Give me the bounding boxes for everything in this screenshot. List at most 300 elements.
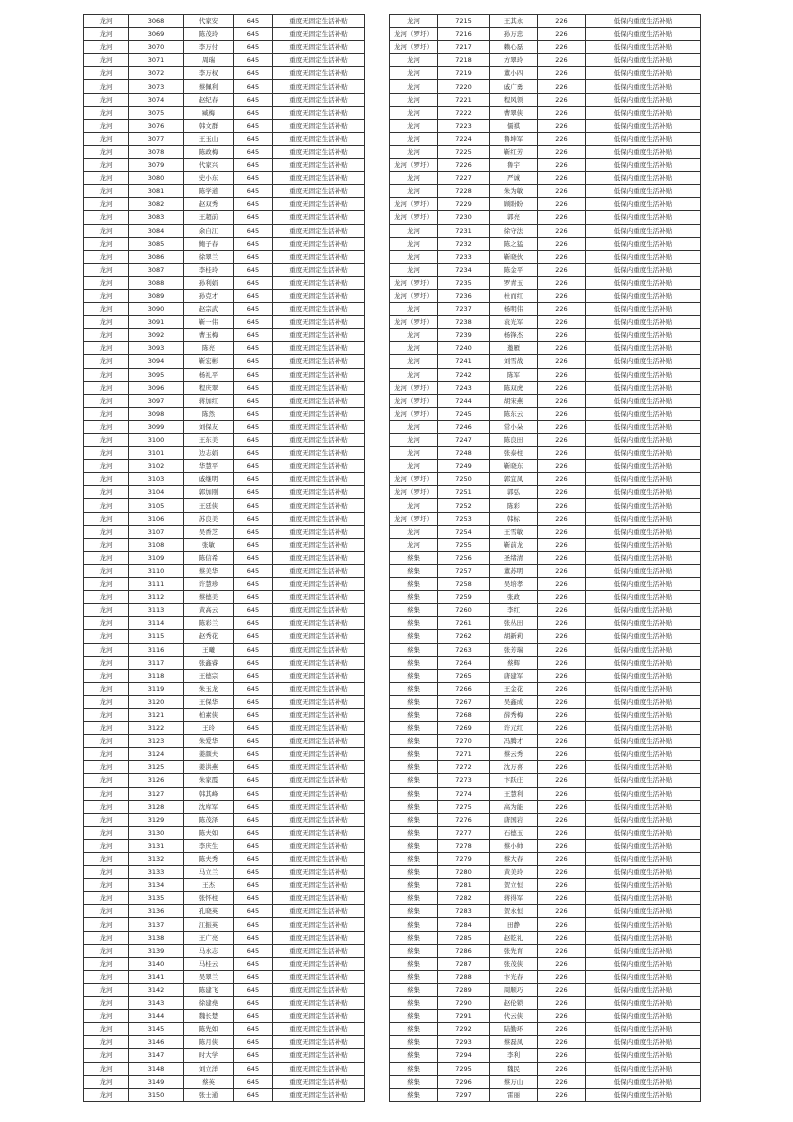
- category-cell: 低保内重度生活补贴: [586, 630, 701, 643]
- table-row: [84, 839, 365, 852]
- name-cell: 周顺巧: [490, 983, 538, 996]
- category-cell: 低保内重度生活补贴: [586, 67, 701, 80]
- table-row: [390, 80, 701, 93]
- area-cell: 龙河: [390, 460, 438, 473]
- name-cell: 赵双秀: [184, 198, 234, 211]
- category-cell: 重度无固定生活补贴: [273, 355, 365, 368]
- name-cell: 陆勤环: [490, 1023, 538, 1036]
- amount-cell: 226: [538, 342, 586, 355]
- name-cell: 顾盼盼: [490, 198, 538, 211]
- amount-cell: 645: [234, 355, 273, 368]
- area-cell: 龙河（罗圩）: [390, 407, 438, 420]
- table-row: [390, 983, 701, 996]
- name-cell: 蔡磊凤: [490, 1036, 538, 1049]
- area-cell: 龙河: [84, 512, 129, 525]
- number-cell: 3075: [129, 106, 184, 119]
- category-cell: 低保内重度生活补贴: [586, 303, 701, 316]
- number-cell: 7280: [438, 866, 490, 879]
- category-cell: 重度无固定生活补贴: [273, 879, 365, 892]
- table-row: [390, 185, 701, 198]
- amount-cell: 226: [538, 983, 586, 996]
- name-cell: 郭加刚: [184, 486, 234, 499]
- area-cell: 龙河: [390, 54, 438, 67]
- number-cell: 3102: [129, 460, 184, 473]
- name-cell: 蒋加红: [184, 394, 234, 407]
- table-row: [390, 918, 701, 931]
- amount-cell: 226: [538, 28, 586, 41]
- amount-cell: 645: [234, 682, 273, 695]
- number-cell: 3073: [129, 80, 184, 93]
- number-cell: 7260: [438, 604, 490, 617]
- category-cell: 重度无固定生活补贴: [273, 106, 365, 119]
- number-cell: 3123: [129, 735, 184, 748]
- number-cell: 7223: [438, 119, 490, 132]
- name-cell: 马永志: [184, 944, 234, 957]
- amount-cell: 645: [234, 342, 273, 355]
- table-row: [390, 355, 701, 368]
- table-row: [84, 604, 365, 617]
- name-cell: 王曦: [184, 643, 234, 656]
- name-cell: 徐建堯: [184, 997, 234, 1010]
- category-cell: 重度无固定生活补贴: [273, 970, 365, 983]
- amount-cell: 226: [538, 604, 586, 617]
- name-cell: 冯腾才: [490, 735, 538, 748]
- table-row: [84, 643, 365, 656]
- category-cell: 低保内重度生活补贴: [586, 198, 701, 211]
- table-row: [84, 15, 365, 28]
- number-cell: 7276: [438, 813, 490, 826]
- area-cell: 龙河: [84, 198, 129, 211]
- number-cell: 3084: [129, 224, 184, 237]
- category-cell: 低保内重度生活补贴: [586, 853, 701, 866]
- category-cell: 重度无固定生活补贴: [273, 643, 365, 656]
- area-cell: 龙河: [84, 957, 129, 970]
- amount-cell: 226: [538, 41, 586, 54]
- name-cell: 刘立洋: [184, 1062, 234, 1075]
- amount-cell: 226: [538, 538, 586, 551]
- name-cell: 田静: [490, 918, 538, 931]
- table-row: [84, 564, 365, 577]
- name-cell: 余自江: [184, 224, 234, 237]
- category-cell: 低保内重度生活补贴: [586, 512, 701, 525]
- name-cell: 吴翠兰: [184, 970, 234, 983]
- table-row: [390, 656, 701, 669]
- table-row: [84, 813, 365, 826]
- amount-cell: 645: [234, 499, 273, 512]
- table-row: [390, 460, 701, 473]
- amount-cell: 226: [538, 944, 586, 957]
- table-row: [84, 145, 365, 158]
- area-cell: 龙河: [84, 800, 129, 813]
- category-cell: 低保内重度生活补贴: [586, 983, 701, 996]
- table-row: [390, 198, 701, 211]
- area-cell: 龙河: [390, 106, 438, 119]
- table-row: [84, 224, 365, 237]
- category-cell: 重度无固定生活补贴: [273, 1023, 365, 1036]
- table-row: [390, 551, 701, 564]
- amount-cell: 645: [234, 656, 273, 669]
- number-cell: 7268: [438, 708, 490, 721]
- name-cell: 张士通: [184, 1088, 234, 1101]
- name-cell: 李红: [490, 604, 538, 617]
- table-row: [390, 512, 701, 525]
- name-cell: 赖心磊: [490, 41, 538, 54]
- table-row: [84, 1036, 365, 1049]
- table-row: [390, 944, 701, 957]
- table-row: [84, 276, 365, 289]
- number-cell: 7235: [438, 276, 490, 289]
- category-cell: 低保内重度生活补贴: [586, 813, 701, 826]
- table-row: [390, 289, 701, 302]
- number-cell: 3114: [129, 617, 184, 630]
- amount-cell: 226: [538, 93, 586, 106]
- amount-cell: 645: [234, 997, 273, 1010]
- number-cell: 3108: [129, 538, 184, 551]
- number-cell: 3098: [129, 407, 184, 420]
- table-row: [390, 957, 701, 970]
- name-cell: 代家安: [184, 15, 234, 28]
- name-cell: 李桂玲: [184, 263, 234, 276]
- number-cell: 7226: [438, 159, 490, 172]
- table-row: [390, 866, 701, 879]
- area-cell: 龙河: [84, 708, 129, 721]
- number-cell: 7296: [438, 1075, 490, 1088]
- number-cell: 7234: [438, 263, 490, 276]
- area-cell: 蔡集: [390, 853, 438, 866]
- area-cell: 龙河: [84, 538, 129, 551]
- number-cell: 3085: [129, 237, 184, 250]
- table-row: [390, 93, 701, 106]
- category-cell: 低保内重度生活补贴: [586, 185, 701, 198]
- table-row: [84, 486, 365, 499]
- category-cell: 重度无固定生活补贴: [273, 420, 365, 433]
- area-cell: 蔡集: [390, 800, 438, 813]
- number-cell: 3072: [129, 67, 184, 80]
- number-cell: 7236: [438, 289, 490, 302]
- number-cell: 3134: [129, 879, 184, 892]
- area-cell: 龙河: [84, 617, 129, 630]
- area-cell: 龙河: [390, 237, 438, 250]
- area-cell: 蔡集: [390, 617, 438, 630]
- name-cell: 靳红芳: [490, 145, 538, 158]
- name-cell: 唐建军: [490, 669, 538, 682]
- number-cell: 3106: [129, 512, 184, 525]
- table-row: [390, 407, 701, 420]
- right-allowance-table: [389, 14, 701, 1102]
- amount-cell: 226: [538, 931, 586, 944]
- name-cell: 孙利娟: [184, 276, 234, 289]
- table-row: [390, 578, 701, 591]
- amount-cell: 226: [538, 486, 586, 499]
- amount-cell: 226: [538, 106, 586, 119]
- category-cell: 低保内重度生活补贴: [586, 957, 701, 970]
- name-cell: 王超前: [184, 211, 234, 224]
- name-cell: 胡宋燕: [490, 394, 538, 407]
- name-cell: 圣绪清: [490, 551, 538, 564]
- category-cell: 重度无固定生活补贴: [273, 80, 365, 93]
- number-cell: 7222: [438, 106, 490, 119]
- amount-cell: 645: [234, 1036, 273, 1049]
- area-cell: 蔡集: [390, 761, 438, 774]
- category-cell: 低保内重度生活补贴: [586, 1023, 701, 1036]
- name-cell: 臧梅: [184, 106, 234, 119]
- name-cell: 邀雁: [490, 342, 538, 355]
- name-cell: 沈万喜: [490, 761, 538, 774]
- name-cell: 李利: [490, 1049, 538, 1062]
- area-cell: 龙河: [84, 54, 129, 67]
- amount-cell: 226: [538, 224, 586, 237]
- number-cell: 3124: [129, 748, 184, 761]
- category-cell: 重度无固定生活补贴: [273, 447, 365, 460]
- table-row: [84, 905, 365, 918]
- category-cell: 重度无固定生活补贴: [273, 145, 365, 158]
- amount-cell: 645: [234, 316, 273, 329]
- amount-cell: 645: [234, 970, 273, 983]
- table-row: [84, 748, 365, 761]
- category-cell: 重度无固定生活补贴: [273, 866, 365, 879]
- name-cell: 李万权: [184, 67, 234, 80]
- table-row: [84, 826, 365, 839]
- area-cell: 龙河: [84, 735, 129, 748]
- number-cell: 7243: [438, 381, 490, 394]
- category-cell: 低保内重度生活补贴: [586, 722, 701, 735]
- amount-cell: 645: [234, 564, 273, 577]
- area-cell: 蔡集: [390, 591, 438, 604]
- area-cell: 龙河: [84, 224, 129, 237]
- category-cell: 重度无固定生活补贴: [273, 67, 365, 80]
- area-cell: 龙河: [84, 761, 129, 774]
- amount-cell: 645: [234, 289, 273, 302]
- category-cell: 低保内重度生活补贴: [586, 316, 701, 329]
- name-cell: 陈东云: [490, 407, 538, 420]
- amount-cell: 226: [538, 722, 586, 735]
- category-cell: 重度无固定生活补贴: [273, 185, 365, 198]
- amount-cell: 645: [234, 394, 273, 407]
- category-cell: 重度无固定生活补贴: [273, 1075, 365, 1088]
- number-cell: 7282: [438, 892, 490, 905]
- category-cell: 重度无固定生活补贴: [273, 617, 365, 630]
- table-row: [390, 447, 701, 460]
- number-cell: 7285: [438, 931, 490, 944]
- name-cell: 戚继明: [184, 473, 234, 486]
- name-cell: 王玲: [184, 722, 234, 735]
- area-cell: 龙河: [390, 434, 438, 447]
- number-cell: 7242: [438, 368, 490, 381]
- number-cell: 3150: [129, 1088, 184, 1101]
- name-cell: 朱玉龙: [184, 682, 234, 695]
- category-cell: 低保内重度生活补贴: [586, 381, 701, 394]
- area-cell: 龙河: [390, 263, 438, 276]
- amount-cell: 645: [234, 774, 273, 787]
- number-cell: 3079: [129, 159, 184, 172]
- area-cell: 龙河: [84, 407, 129, 420]
- amount-cell: 645: [234, 159, 273, 172]
- amount-cell: 645: [234, 761, 273, 774]
- number-cell: 3146: [129, 1036, 184, 1049]
- category-cell: 低保内重度生活补贴: [586, 748, 701, 761]
- table-row: [390, 499, 701, 512]
- area-cell: 龙河: [84, 669, 129, 682]
- amount-cell: 226: [538, 80, 586, 93]
- amount-cell: 645: [234, 28, 273, 41]
- number-cell: 3081: [129, 185, 184, 198]
- name-cell: 张泰柱: [490, 447, 538, 460]
- number-cell: 3096: [129, 381, 184, 394]
- amount-cell: 226: [538, 1010, 586, 1023]
- amount-cell: 226: [538, 617, 586, 630]
- table-row: [390, 774, 701, 787]
- number-cell: 3115: [129, 630, 184, 643]
- amount-cell: 226: [538, 866, 586, 879]
- amount-cell: 226: [538, 682, 586, 695]
- category-cell: 低保内重度生活补贴: [586, 447, 701, 460]
- table-row: [390, 735, 701, 748]
- name-cell: 高为能: [490, 800, 538, 813]
- area-cell: 蔡集: [390, 748, 438, 761]
- category-cell: 重度无固定生活补贴: [273, 1036, 365, 1049]
- name-cell: 赵伦锁: [490, 997, 538, 1010]
- area-cell: 龙河: [84, 630, 129, 643]
- table-row: [84, 132, 365, 145]
- number-cell: 7221: [438, 93, 490, 106]
- table-row: [84, 866, 365, 879]
- number-cell: 3130: [129, 826, 184, 839]
- area-cell: 龙河: [84, 15, 129, 28]
- category-cell: 低保内重度生活补贴: [586, 551, 701, 564]
- category-cell: 重度无固定生活补贴: [273, 944, 365, 957]
- area-cell: 龙河: [84, 787, 129, 800]
- number-cell: 7217: [438, 41, 490, 54]
- name-cell: 张政: [490, 591, 538, 604]
- right-table-body: [390, 15, 701, 1102]
- area-cell: 龙河: [390, 303, 438, 316]
- table-row: [390, 905, 701, 918]
- number-cell: 3089: [129, 289, 184, 302]
- area-cell: 龙河: [84, 826, 129, 839]
- name-cell: 陈茂玲: [184, 28, 234, 41]
- category-cell: 重度无固定生活补贴: [273, 905, 365, 918]
- area-cell: 龙河: [390, 525, 438, 538]
- area-cell: 蔡集: [390, 931, 438, 944]
- category-cell: 重度无固定生活补贴: [273, 578, 365, 591]
- category-cell: 低保内重度生活补贴: [586, 145, 701, 158]
- table-row: [390, 643, 701, 656]
- name-cell: 蔡云秀: [490, 748, 538, 761]
- table-row: [390, 368, 701, 381]
- name-cell: 杜而红: [490, 289, 538, 302]
- table-row: [390, 826, 701, 839]
- table-row: [84, 54, 365, 67]
- table-row: [390, 564, 701, 577]
- name-cell: 董小四: [490, 67, 538, 80]
- name-cell: 唐国岩: [490, 813, 538, 826]
- area-cell: 蔡集: [390, 1075, 438, 1088]
- amount-cell: 645: [234, 381, 273, 394]
- table-row: [390, 473, 701, 486]
- table-row: [390, 591, 701, 604]
- name-cell: 贺永恒: [490, 905, 538, 918]
- table-row: [390, 381, 701, 394]
- amount-cell: 226: [538, 159, 586, 172]
- number-cell: 7263: [438, 643, 490, 656]
- area-cell: 龙河: [84, 28, 129, 41]
- table-row: [390, 15, 701, 28]
- number-cell: 7294: [438, 1049, 490, 1062]
- category-cell: 重度无固定生活补贴: [273, 407, 365, 420]
- table-row: [390, 303, 701, 316]
- name-cell: 王其永: [490, 15, 538, 28]
- name-cell: 鲁坤军: [490, 132, 538, 145]
- name-cell: 王金花: [490, 682, 538, 695]
- category-cell: 重度无固定生活补贴: [273, 853, 365, 866]
- area-cell: 蔡集: [390, 997, 438, 1010]
- category-cell: 重度无固定生活补贴: [273, 1049, 365, 1062]
- table-row: [84, 591, 365, 604]
- amount-cell: 226: [538, 420, 586, 433]
- table-row: [390, 132, 701, 145]
- table-row: [84, 761, 365, 774]
- area-cell: 龙河: [84, 486, 129, 499]
- category-cell: 重度无固定生活补贴: [273, 774, 365, 787]
- number-cell: 7218: [438, 54, 490, 67]
- area-cell: 龙河: [390, 80, 438, 93]
- table-row: [390, 250, 701, 263]
- number-cell: 3140: [129, 957, 184, 970]
- area-cell: 龙河: [84, 355, 129, 368]
- number-cell: 7224: [438, 132, 490, 145]
- number-cell: 7256: [438, 551, 490, 564]
- table-row: [390, 800, 701, 813]
- name-cell: 黄高云: [184, 604, 234, 617]
- name-cell: 代云侠: [490, 1010, 538, 1023]
- number-cell: 3133: [129, 866, 184, 879]
- category-cell: 低保内重度生活补贴: [586, 800, 701, 813]
- name-cell: 姜洪燕: [184, 761, 234, 774]
- amount-cell: 645: [234, 224, 273, 237]
- table-row: [390, 263, 701, 276]
- name-cell: 周瑞: [184, 54, 234, 67]
- category-cell: 低保内重度生活补贴: [586, 774, 701, 787]
- amount-cell: 645: [234, 447, 273, 460]
- area-cell: 龙河: [84, 106, 129, 119]
- table-row: [84, 617, 365, 630]
- area-cell: 龙河: [390, 368, 438, 381]
- name-cell: 鲍子春: [184, 237, 234, 250]
- name-cell: 袁光军: [490, 316, 538, 329]
- table-row: [84, 931, 365, 944]
- area-cell: 龙河: [390, 499, 438, 512]
- area-cell: 龙河（罗圩）: [390, 28, 438, 41]
- area-cell: 龙河: [84, 237, 129, 250]
- category-cell: 低保内重度生活补贴: [586, 420, 701, 433]
- number-cell: 3103: [129, 473, 184, 486]
- number-cell: 7259: [438, 591, 490, 604]
- name-cell: 杨锋杰: [490, 329, 538, 342]
- name-cell: 张芳瑞: [490, 643, 538, 656]
- category-cell: 重度无固定生活补贴: [273, 761, 365, 774]
- category-cell: 低保内重度生活补贴: [586, 434, 701, 447]
- area-cell: 龙河: [84, 839, 129, 852]
- category-cell: 低保内重度生活补贴: [586, 342, 701, 355]
- number-cell: 3129: [129, 813, 184, 826]
- name-cell: 徐守法: [490, 224, 538, 237]
- name-cell: 黄美玲: [490, 866, 538, 879]
- category-cell: 低保内重度生活补贴: [586, 578, 701, 591]
- left-allowance-table: [83, 14, 365, 1102]
- table-row: [84, 119, 365, 132]
- number-cell: 3127: [129, 787, 184, 800]
- table-row: [84, 106, 365, 119]
